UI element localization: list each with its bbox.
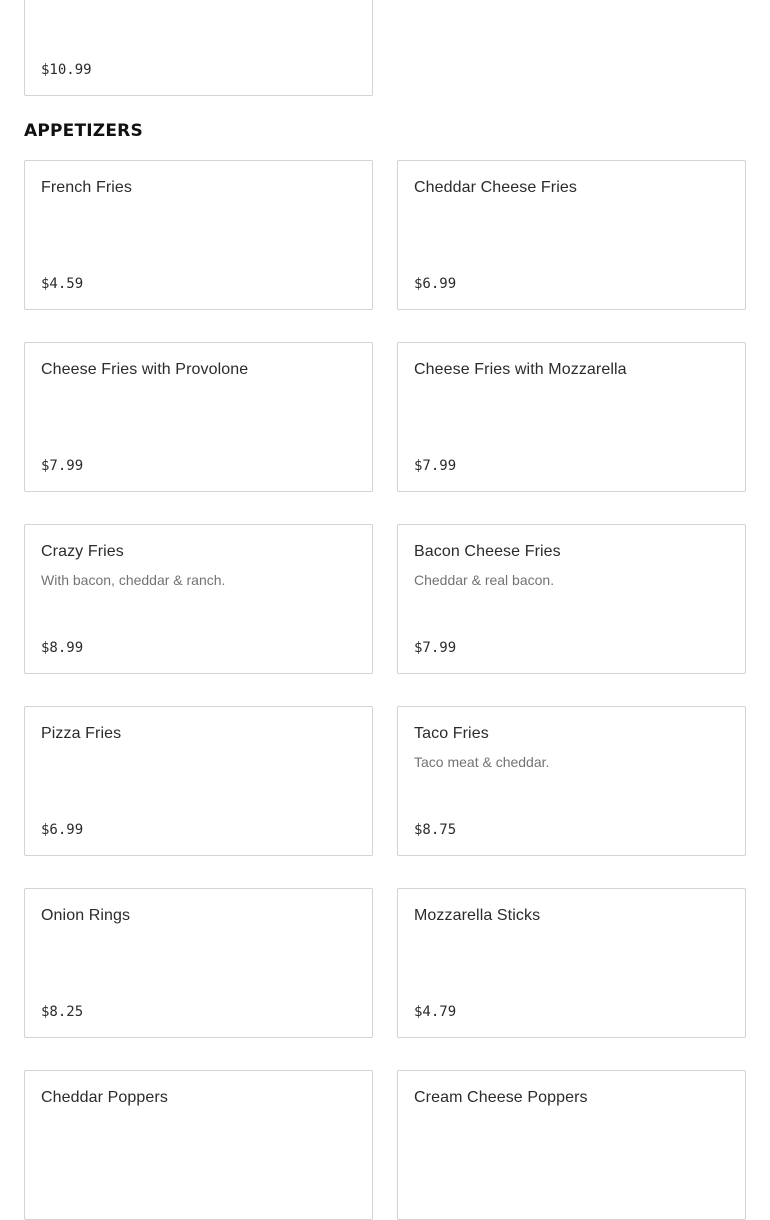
section-title: APPETIZERS xyxy=(24,121,143,141)
menu-item-name: Cream Cheese Poppers xyxy=(414,1089,588,1106)
menu-item-name: Pizza Fries xyxy=(41,725,122,742)
menu-item-price: $8.75 xyxy=(414,822,457,838)
menu-item-price: $4.59 xyxy=(41,276,84,292)
menu-item-price: $6.99 xyxy=(41,822,84,838)
menu-item-name: Onion Rings xyxy=(41,907,131,924)
menu-item-name: Cheese Fries with Provolone xyxy=(41,361,249,378)
menu-item-name: Cheddar Cheese Fries xyxy=(414,179,577,196)
menu-item-price: $10.99 xyxy=(41,62,92,78)
menu-item-description: Taco meat & cheddar. xyxy=(414,754,550,770)
menu-item-card[interactable] xyxy=(24,888,373,1038)
menu-item-name: Cheddar Poppers xyxy=(41,1089,168,1106)
menu-item-card[interactable] xyxy=(24,706,373,856)
menu-item-name: French Fries xyxy=(41,179,132,196)
menu-item-name: Bacon Cheese Fries xyxy=(414,543,561,560)
menu-item-card[interactable] xyxy=(397,160,746,310)
menu-item-card[interactable] xyxy=(397,342,746,492)
menu-item-card[interactable] xyxy=(397,1070,746,1220)
menu-item-name: Mozzarella Sticks xyxy=(414,907,541,924)
menu-item-price: $7.99 xyxy=(414,458,457,474)
menu-item-card[interactable] xyxy=(397,888,746,1038)
menu-item-card[interactable] xyxy=(397,706,746,856)
menu-item-card[interactable] xyxy=(24,524,373,674)
menu-item-price: $6.99 xyxy=(414,276,457,292)
menu-item-price: $8.25 xyxy=(41,1004,84,1020)
menu-item-description: With bacon, cheddar & ranch. xyxy=(41,572,226,588)
menu-item-card[interactable] xyxy=(24,0,373,96)
menu-item-name: Cheese Fries with Mozzarella xyxy=(414,361,627,378)
menu-item-card[interactable] xyxy=(24,342,373,492)
menu-item-price: $7.99 xyxy=(41,458,84,474)
menu-item-card[interactable] xyxy=(397,524,746,674)
menu-item-price: $8.99 xyxy=(41,640,84,656)
menu-item-price: $7.99 xyxy=(414,640,457,656)
menu-item-price: $4.79 xyxy=(414,1004,457,1020)
menu-item-card[interactable] xyxy=(24,160,373,310)
menu-item-description: Cheddar & real bacon. xyxy=(414,572,555,588)
menu-item-name: Taco Fries xyxy=(414,725,489,742)
menu-item-name: Crazy Fries xyxy=(41,543,124,560)
menu-item-card[interactable] xyxy=(24,1070,373,1220)
